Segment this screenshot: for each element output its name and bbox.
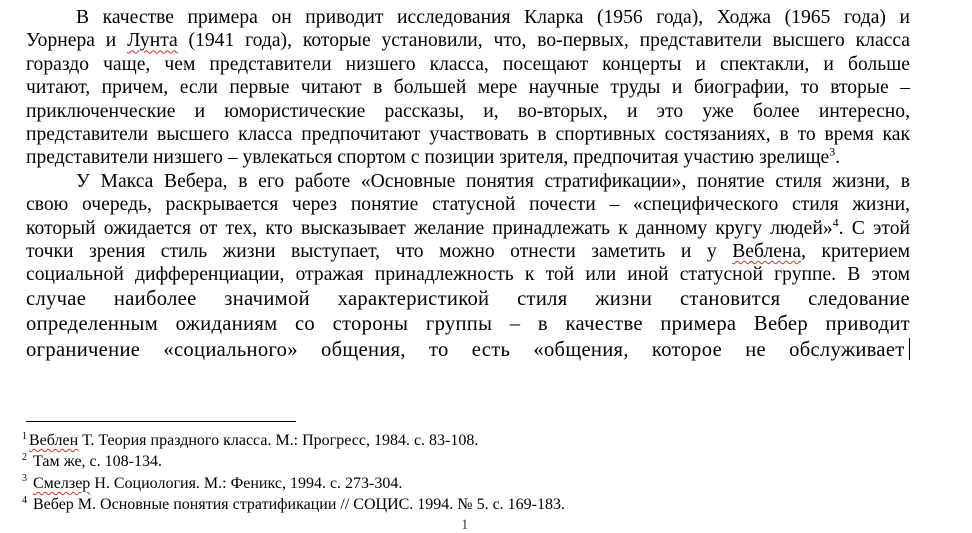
- text-line: свою очередь, раскрывается через понятие статусной почести – «специфического стиля жизни,: [26, 194, 910, 216]
- paragraph-1: [26, 6, 910, 170]
- paragraph-2: [26, 170, 910, 364]
- footnote-reference[interactable]: 3: [829, 144, 836, 159]
- footnote-reference[interactable]: 4: [832, 215, 839, 230]
- text-line: случае наиболее значимой характеристикой стиля жизни становится следование: [26, 287, 910, 310]
- spelling-error-word[interactable]: Лунта: [127, 30, 178, 52]
- text-line: ограничение «социального» общения, то есть «общения, которое не обслуживает: [26, 338, 910, 364]
- enlarged-text-block: [26, 287, 910, 364]
- text-line: В качестве примера он приводит исследования Кларка (1956 года), Ходжа (1965 года) и: [76, 7, 910, 28]
- text-line: точки зрения стиль жизни выступает, что можно отнести заметить и у Веблена, критерием: [26, 241, 910, 263]
- footnote-item[interactable]: $^3$ Смелзер Н. Социология. М.: Феникс, 1994. с. 273-304.: [22, 473, 403, 492]
- text-line: приключенческие и юмористические рассказы, и, во-вторых, и это уже более интересно,: [26, 100, 910, 122]
- text-line: социальной дифференциации, отражая принадлежность к той или иной статусной группе. В этом: [26, 264, 910, 286]
- text-line: гораздо чаще, чем представители низшего класса, посещают концерты и спектакли, и больше: [26, 53, 910, 75]
- footnotes[interactable]: [22, 430, 922, 516]
- spelling-error-word[interactable]: Веблен: [29, 432, 79, 449]
- text-line: Уорнера и Лунта (1941 года), которые установили, что, во-первых, представители высшего класса: [26, 30, 910, 52]
- text-line: который ожидается от тех, кто высказывает желание принадлежать к данному кругу людей»$^4$. С этой: [26, 215, 910, 239]
- footnote-item[interactable]: $^4$ Вебер М. Основные понятия стратификации // СОЦИС. 1994. № 5. с. 169-183.: [22, 494, 565, 514]
- page-number: 1: [461, 517, 469, 533]
- footnote-item[interactable]: $^1$ Веблен Т. Теория праздного класса. М.: Прогресс, 1984. с. 83-108.: [22, 430, 479, 449]
- text-cursor: [909, 338, 910, 360]
- footnote-item[interactable]: $^2$ Там же, с. 108-134.: [22, 452, 162, 471]
- spelling-error-word[interactable]: Веблена: [732, 241, 802, 263]
- text-line: представители низшего – увлекаться спортом с позиции зрителя, предпочитая участию зрелище$^3$.: [26, 144, 841, 169]
- footnote-separator: [26, 421, 296, 422]
- text-line: представители высшего класса предпочитают участвовать в спортивных состязаниях, в то время как: [26, 124, 910, 146]
- spelling-error-word[interactable]: Смелзер: [33, 474, 91, 492]
- body-text[interactable]: [26, 6, 910, 364]
- text-line: определенным ожиданиям со стороны группы – в качестве примера Вебер приводит: [26, 313, 910, 336]
- text-line: У Макса Вебера, в его работе «Основные понятия стратификации», понятие стиля жизни, в: [76, 170, 910, 192]
- text-line: читают, причем, если первые читают в большей мере научные труды и биографии, то вторые –: [26, 77, 910, 99]
